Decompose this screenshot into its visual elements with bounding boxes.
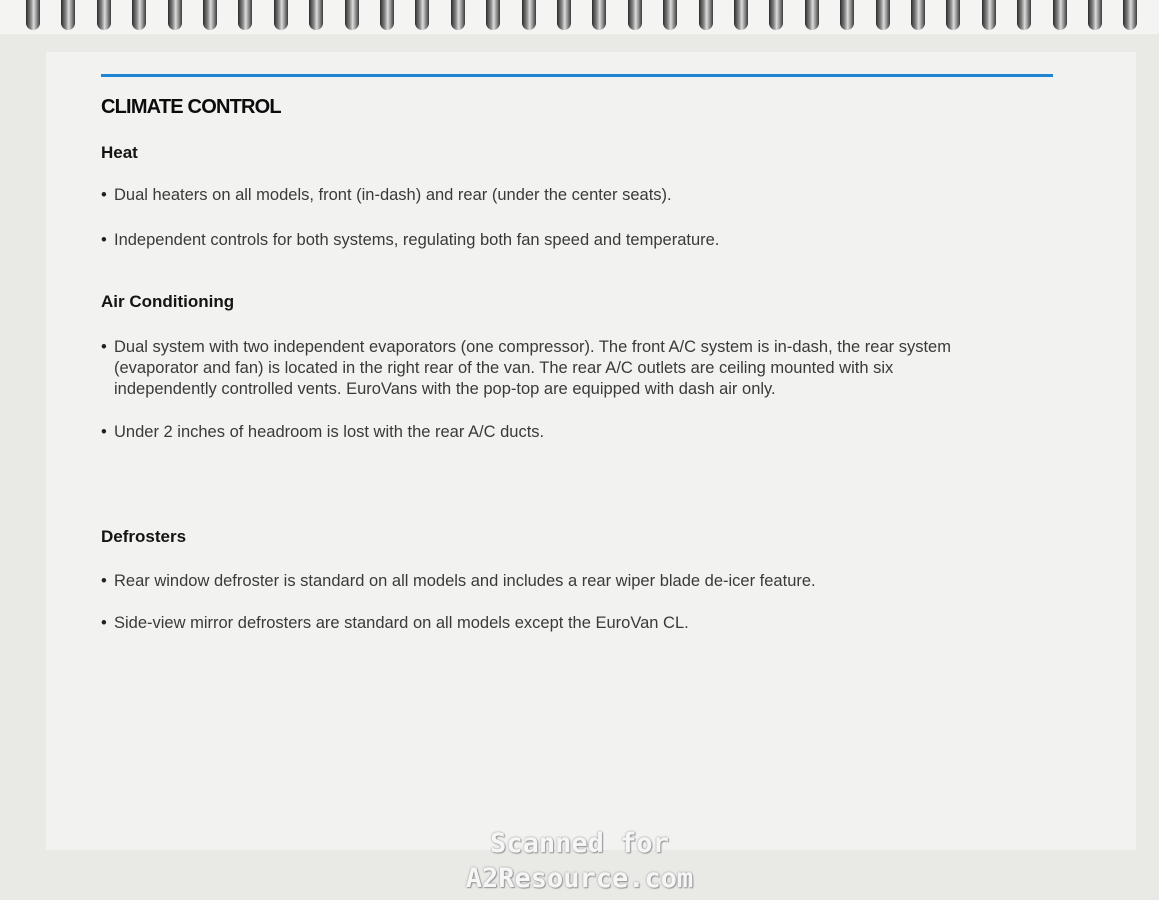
binding-ring <box>380 0 394 30</box>
binding-ring <box>451 0 465 30</box>
binding-ring <box>628 0 642 30</box>
watermark-line-2: A2Resource.com <box>465 863 694 894</box>
bullet-dot: • <box>101 614 107 632</box>
defrosters-bullet-2: • Side-view mirror defrosters are standard on all models except the EuroVan CL. <box>101 614 689 632</box>
page-sheet <box>46 52 1136 850</box>
watermark-line-1: Scanned for <box>490 828 669 859</box>
ac-bullet-1: • Dual system with two independent evaporators (one compressor). The front A/C system is in-dash, the rear system (evaporator and fan) is located in the right rear of the van. The rear A/C outlets are ceiling mounted with six independently controlled vents. EuroVans with the pop-top are equipped with dash air only. <box>101 338 951 398</box>
heat-bullet-1: • Dual heaters on all models, front (in-dash) and rear (under the center seats). <box>101 186 672 204</box>
binding-ring <box>97 0 111 30</box>
binding-ring <box>132 0 146 30</box>
binding-ring <box>203 0 217 30</box>
section-divider <box>101 74 1053 77</box>
heat-bullet-2: • Independent controls for both systems, regulating both fan speed and temperature. <box>101 231 720 249</box>
bullet-dot: • <box>101 572 107 590</box>
binding-ring <box>274 0 288 30</box>
spiral-binding <box>0 0 1159 34</box>
binding-ring <box>840 0 854 30</box>
binding-ring <box>1123 0 1137 30</box>
binding-ring <box>522 0 536 30</box>
binding-ring <box>699 0 713 30</box>
air-conditioning-heading: Air Conditioning <box>101 292 235 311</box>
binding-ring <box>345 0 359 30</box>
binding-ring <box>486 0 500 30</box>
binding-ring <box>663 0 677 30</box>
binding-ring <box>946 0 960 30</box>
binding-ring <box>734 0 748 30</box>
heat-heading: Heat <box>101 143 138 162</box>
binding-ring <box>911 0 925 30</box>
bullet-dot: • <box>101 186 107 204</box>
binding-ring <box>415 0 429 30</box>
binding-ring <box>557 0 571 30</box>
binding-ring <box>309 0 323 30</box>
binding-ring <box>26 0 40 30</box>
bullet-dot: • <box>101 338 107 356</box>
binding-ring <box>168 0 182 30</box>
defrosters-heading: Defrosters <box>101 527 187 546</box>
ac-bullet-2: • Under 2 inches of headroom is lost with the rear A/C ducts. <box>101 423 545 441</box>
page-title: CLIMATE CONTROL <box>101 96 281 118</box>
bullet-dot: • <box>101 231 107 249</box>
binding-ring <box>238 0 252 30</box>
binding-ring <box>592 0 606 30</box>
binding-ring <box>61 0 75 30</box>
binding-ring <box>805 0 819 30</box>
binding-ring <box>769 0 783 30</box>
binding-ring <box>1017 0 1031 30</box>
binding-ring <box>1088 0 1102 30</box>
bullet-dot: • <box>101 423 107 441</box>
binding-ring <box>1053 0 1067 30</box>
binding-ring <box>876 0 890 30</box>
defrosters-bullet-1: • Rear window defroster is standard on all models and includes a rear wiper blade de-icer feature. <box>101 572 816 590</box>
binding-ring <box>982 0 996 30</box>
